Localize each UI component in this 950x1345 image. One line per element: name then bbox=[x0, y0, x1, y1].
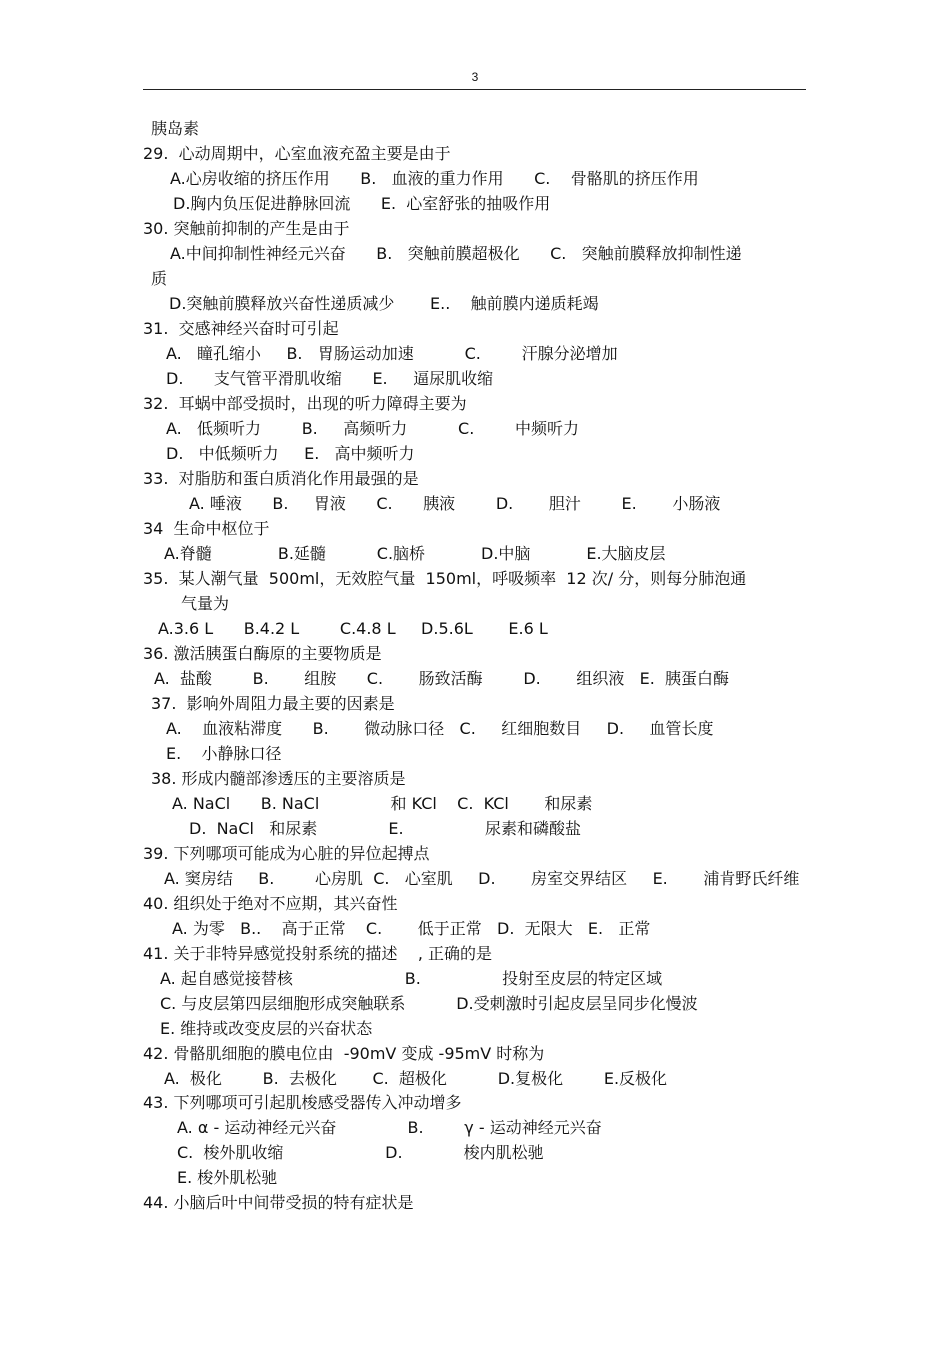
question-34: 34 生命中枢位于 bbox=[143, 519, 270, 538]
option-line: A. 血液粘滞度 B. 微动脉口径 C. 红细胞数目 D. 血管长度 bbox=[166, 719, 714, 738]
option-line: D.胸内负压促进静脉回流 E. 心室舒张的抽吸作用 bbox=[173, 194, 551, 213]
question-30: 30. 突触前抑制的产生是由于 bbox=[143, 219, 350, 238]
option-line: A. 窦房结 B. 心房肌 C. 心室肌 D. 房室交界结区 E. 浦肯野氏纤维 bbox=[164, 869, 800, 888]
option-line: 气量为 bbox=[181, 594, 230, 613]
option-line: A. 瞳孔缩小 B. 胃肠运动加速 C. 汗腺分泌增加 bbox=[166, 344, 618, 363]
question-38: 38. 形成内髓部渗透压的主要溶质是 bbox=[151, 769, 406, 788]
option-line: C. 梭外肌收缩 D. 梭内肌松驰 bbox=[177, 1143, 544, 1162]
question-44: 44. 小脑后叶中间带受损的特有症状是 bbox=[143, 1193, 414, 1212]
question-37: 37. 影响外周阻力最主要的因素是 bbox=[151, 694, 395, 713]
option-line: 质 bbox=[151, 269, 168, 288]
option-line: D. 支气管平滑肌收缩 E. 逼尿肌收缩 bbox=[166, 369, 494, 388]
option-line: A. 极化 B. 去极化 C. 超极化 D.复极化 E.反极化 bbox=[164, 1069, 668, 1088]
question-36: 36. 激活胰蛋白酶原的主要物质是 bbox=[143, 644, 382, 663]
option-line: E. 维持或改变皮层的兴奋状态 bbox=[160, 1019, 373, 1038]
option-line: A. α - 运动神经元兴奋 B. γ - 运动神经元兴奋 bbox=[177, 1118, 602, 1137]
option-line: A. 起自感觉接替核 B. 投射至皮层的特定区域 bbox=[160, 969, 663, 988]
option-line: A. NaCl B. NaCl 和 KCl C. KCl 和尿素 bbox=[172, 794, 593, 813]
option-line: D. NaCl 和尿素 E. 尿素和磷酸盐 bbox=[189, 819, 582, 838]
option-line: A.心房收缩的挤压作用 B. 血液的重力作用 C. 骨骼肌的挤压作用 bbox=[170, 169, 699, 188]
option-line: C. 与皮层第四层细胞形成突触联系 D.受刺激时引起皮层呈同步化慢波 bbox=[160, 994, 698, 1013]
question-35: 35. 某人潮气量 500ml，无效腔气量 150ml，呼吸频率 12 次/ 分，则每分肺泡通 bbox=[143, 569, 747, 588]
option-line: A.中间抑制性神经元兴奋 B. 突触前膜超极化 C. 突触前膜释放抑制性递 bbox=[170, 244, 742, 263]
option-line: A. 低频听力 B. 高频听力 C. 中频听力 bbox=[166, 419, 579, 438]
page-number: 3 bbox=[471, 70, 479, 84]
question-33: 33. 对脂肪和蛋白质消化作用最强的是 bbox=[143, 469, 419, 488]
question-31: 31. 交感神经兴奋时可引起 bbox=[143, 319, 339, 338]
question-32: 32. 耳蜗中部受损时，出现的听力障碍主要为 bbox=[143, 394, 467, 413]
header-rule bbox=[143, 89, 806, 90]
question-42: 42. 骨骼肌细胞的膜电位由 -90mV 变成 -95mV 时称为 bbox=[143, 1044, 545, 1063]
option-line: A.3.6 L B.4.2 L C.4.8 L D.5.6L E.6 L bbox=[158, 619, 548, 638]
option-line: A. 盐酸 B. 组胺 C. 肠致活酶 D. 组织液 E. 胰蛋白酶 bbox=[154, 669, 729, 688]
option-line: A. 唾液 B. 胃液 C. 胰液 D. 胆汁 E. 小肠液 bbox=[189, 494, 721, 513]
option-line: A.脊髓 B.延髓 C.脑桥 D.中脑 E.大脑皮层 bbox=[164, 544, 666, 563]
text-line: 胰岛素 bbox=[151, 119, 200, 138]
question-43: 43. 下列哪项可引起肌梭感受器传入冲动增多 bbox=[143, 1093, 462, 1112]
question-29: 29. 心动周期中，心室血液充盈主要是由于 bbox=[143, 144, 451, 163]
option-line: E. 小静脉口径 bbox=[166, 744, 282, 763]
question-40: 40. 组织处于绝对不应期，其兴奋性 bbox=[143, 894, 398, 913]
option-line: D. 中低频听力 E. 高中频听力 bbox=[166, 444, 415, 463]
option-line: D.突触前膜释放兴奋性递质减少 E.. 触前膜内递质耗竭 bbox=[169, 294, 599, 313]
question-39: 39. 下列哪项可能成为心脏的异位起搏点 bbox=[143, 844, 430, 863]
question-41: 41. 关于非特异感觉投射系统的描述 , 正确的是 bbox=[143, 944, 493, 963]
option-line: A. 为零 B.. 高于正常 C. 低于正常 D. 无限大 E. 正常 bbox=[172, 919, 651, 938]
option-line: E. 梭外肌松驰 bbox=[177, 1168, 278, 1187]
